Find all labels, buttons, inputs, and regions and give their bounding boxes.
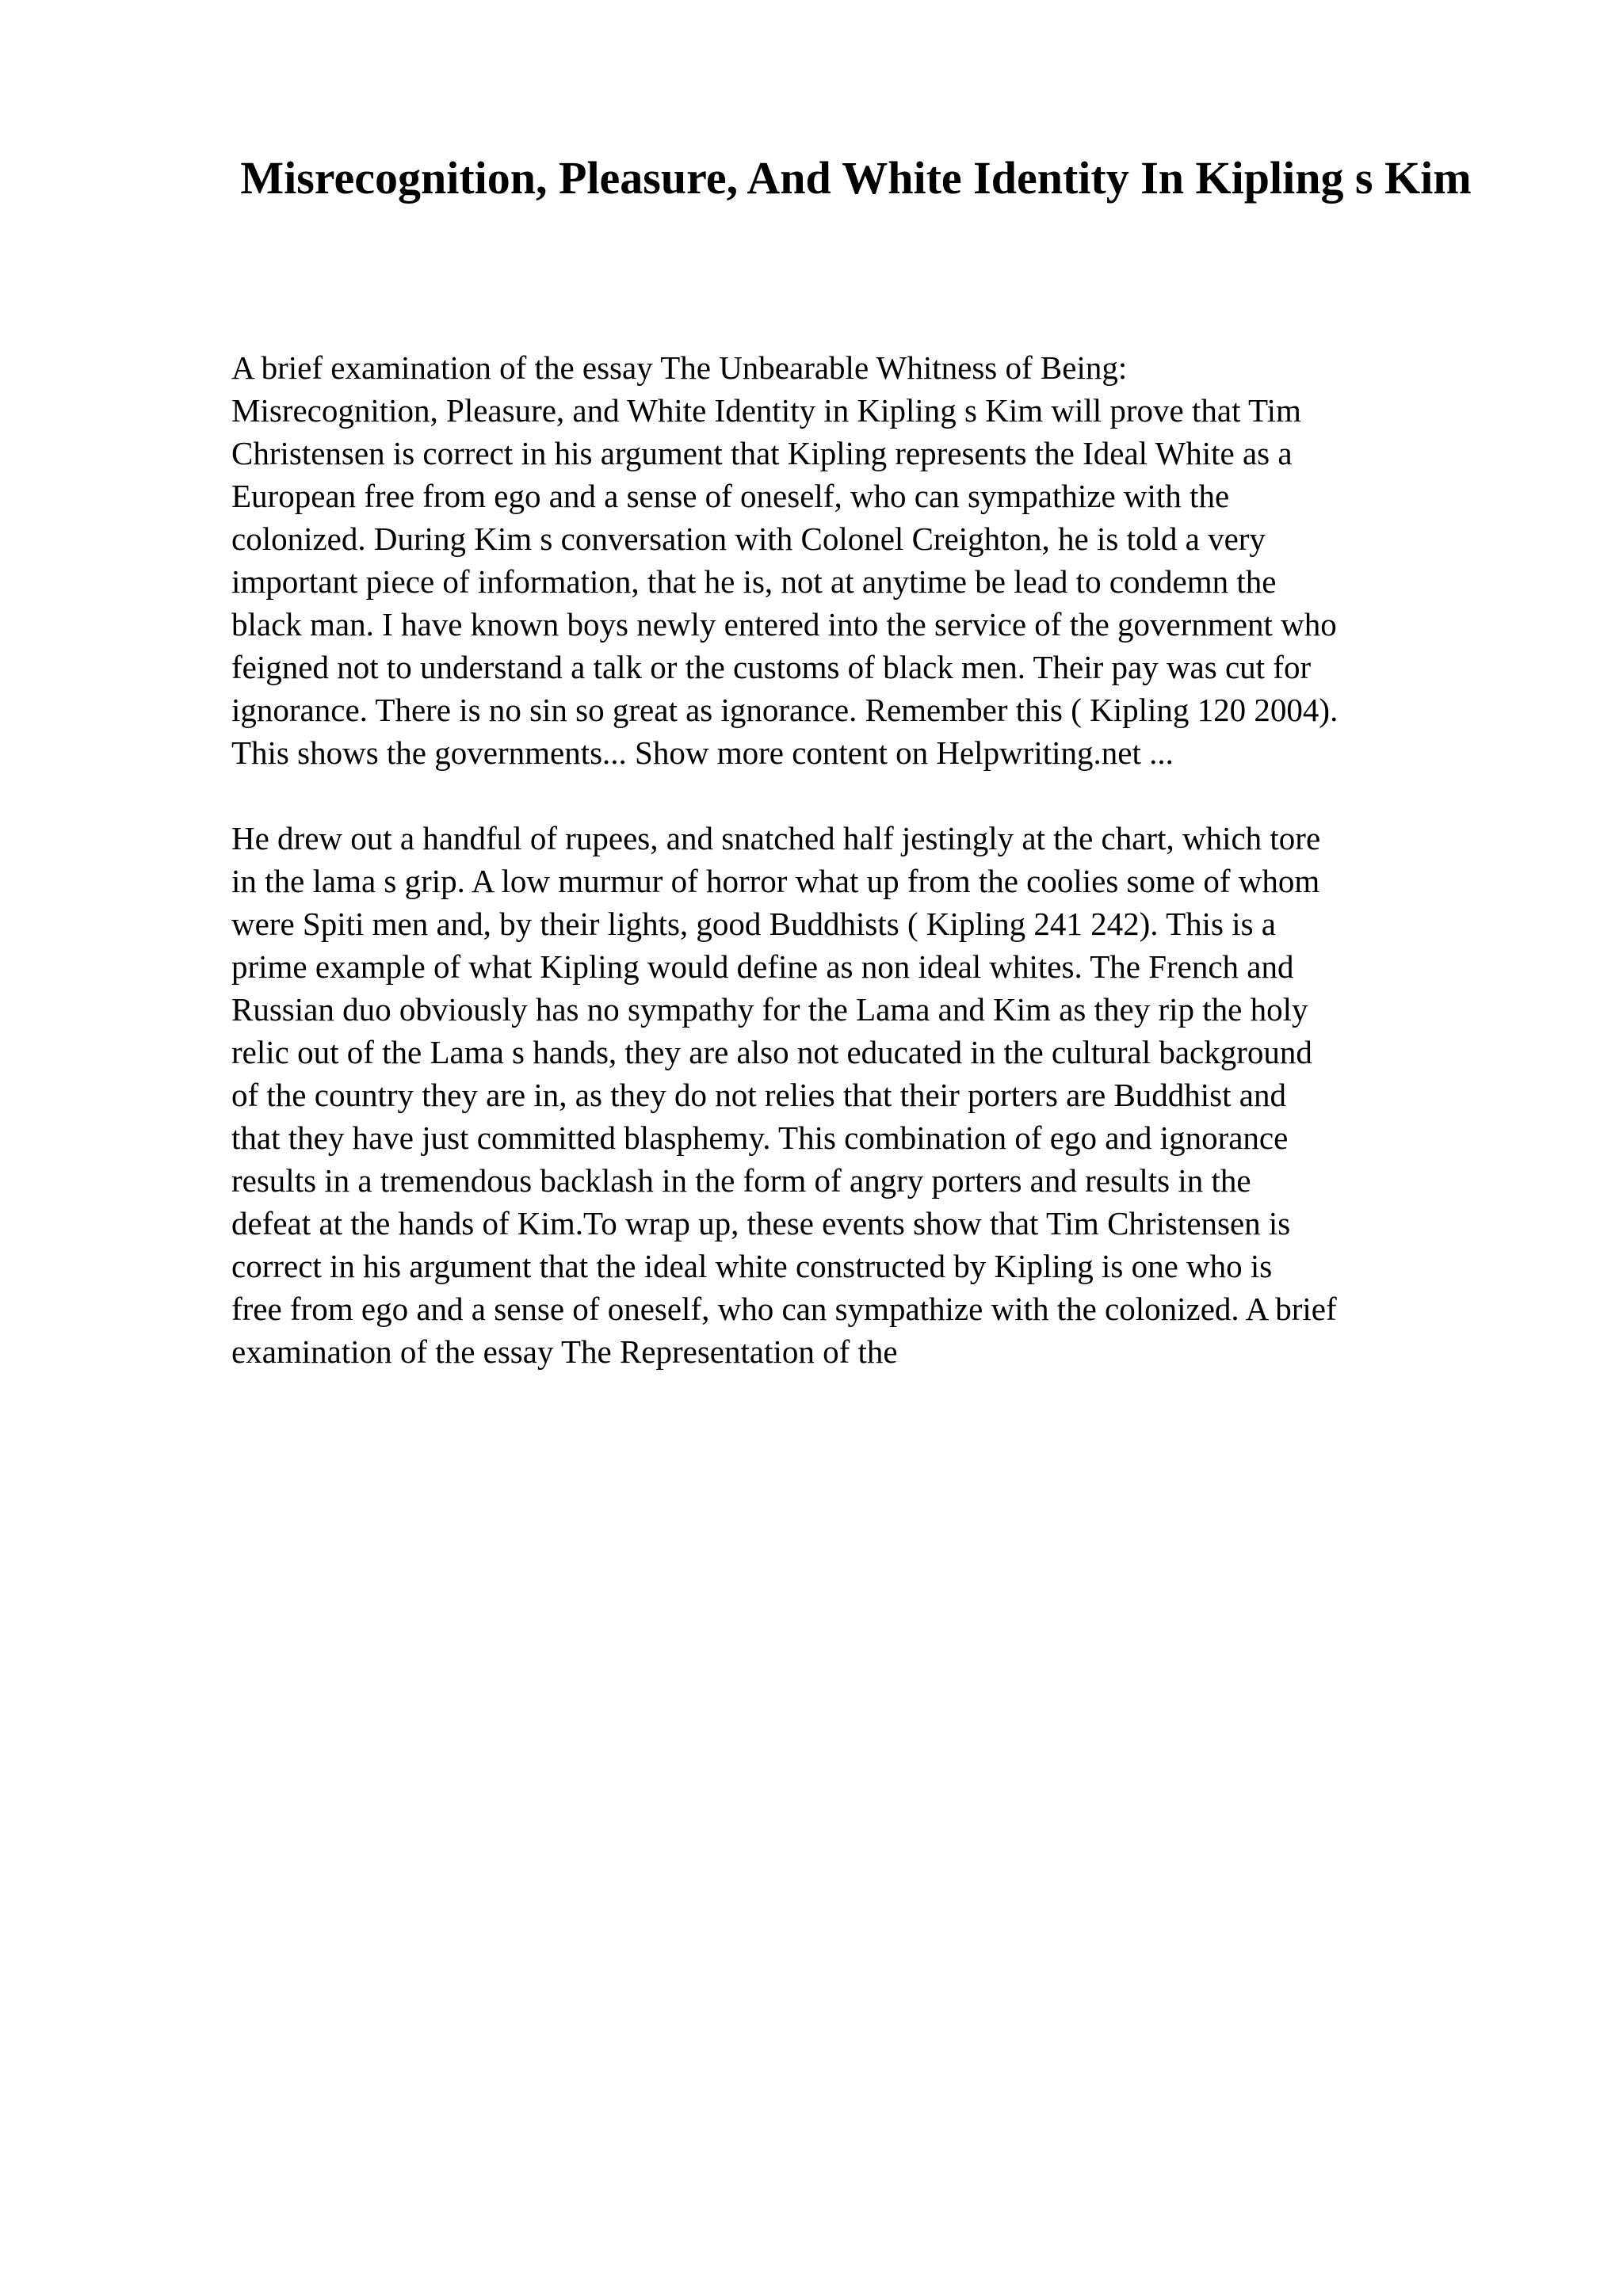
document-title: Misrecognition, Pleasure, And White Identity In Kipling s Kim [240, 152, 1472, 204]
paragraph-1: A brief examination of the essay The Unbearable Whitness of Being: Misrecognition, Pleasure, and White Identity in Kipling s Kim will prove that Tim Christensen is correct in his argument that Kipling represents the Ideal White as a European free from ego and a sense of oneself, who can sympathize with the colonized. During Kim s conversation with Colonel Creighton, he is told a very important piece of information, that he is, not at anytime be lead to condemn the black man. I have known boys newly entered into the service of the government who feigned not to understand a talk or the customs of black men. Their pay was cut for ignorance. There is no sin so great as ignorance. Remember this ( Kipling 120 2004). This shows the governments... Show more content on Helpwriting.net ... [231, 349, 1338, 771]
paragraph-2: He drew out a handful of rupees, and snatched half jestingly at the chart, which tore in the lama s grip. A low murmur of horror what up from the coolies some of whom were Spiti men and, by their lights, good Buddhists ( Kipling 241 242). This is a prime example of what Kipling would define as non ideal whites. The French and Russian duo obviously has no sympathy for the Lama and Kim as they rip the holy relic out of the Lama s hands, they are also not educated in the cultural background of the country they are in, as they do not relies that their porters are Buddhist and that they have just committed blasphemy. This combination of ego and ignorance results in a tremendous backlash in the form of angry porters and results in the defeat at the hands of Kim.To wrap up, these events show that Tim Christensen is correct in his argument that the ideal white constructed by Kipling is one who is free from ego and a sense of oneself, who can sympathize with the colonized. A brief examination of the essay The Representation of the [231, 820, 1337, 1370]
document-body [231, 303, 1547, 1416]
